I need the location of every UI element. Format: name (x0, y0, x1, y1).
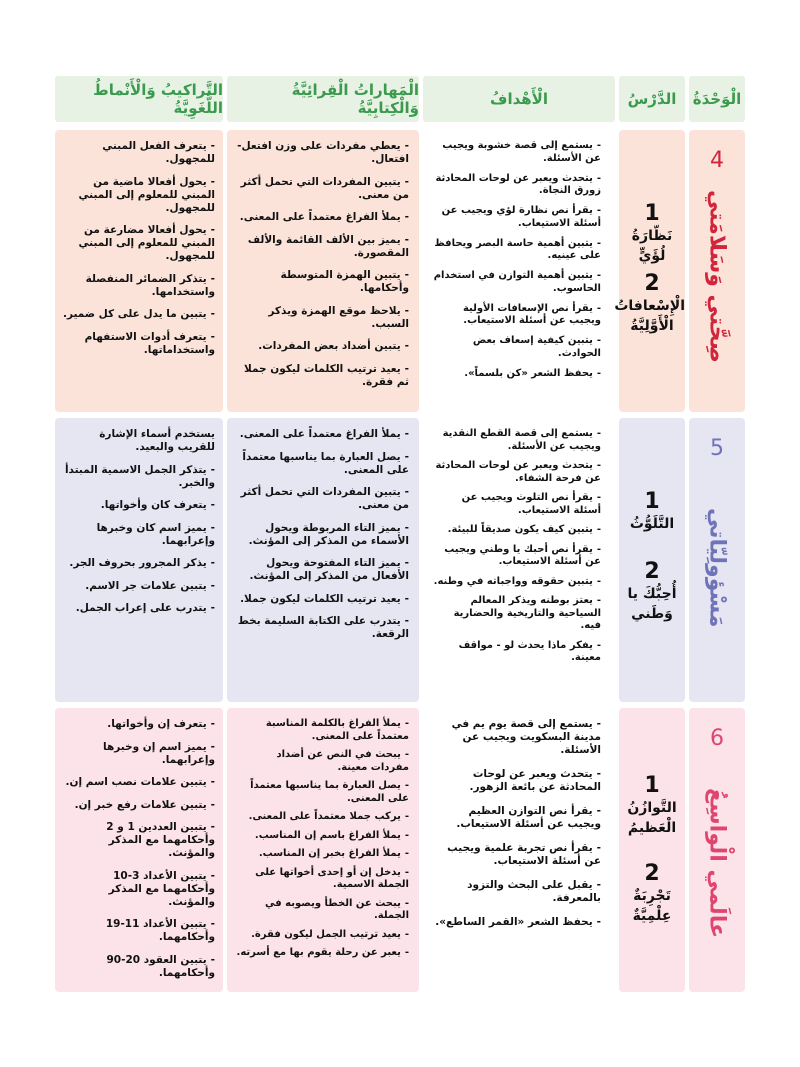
list-item: -يتبين العقود 20-90 وأحكامهما. (106, 953, 215, 979)
structures-cell (55, 708, 223, 992)
list-item: -يتبين الهمزة المتوسطة وأحكامها. (280, 269, 409, 294)
list-item: -يبحث في النص عن أضداد مفردات معينة. (276, 749, 409, 773)
header-goals: الْأَهْدافُ (423, 76, 615, 122)
list-item: -يفكر ماذا يحدث لو - مواقف معينة. (458, 639, 601, 663)
list-item: -يتعرف إن وأخواتها. (107, 718, 215, 730)
list-item: -يتبين أضداد بعض المفردات. (258, 340, 409, 352)
list-item: -يتدرب على إعراب الجمل. (75, 602, 215, 614)
list-item: -يتبين العددين 1 و 2 وأحكامهما مع المذكر والمؤنث. (106, 821, 215, 859)
lesson-number: 1 (644, 489, 660, 514)
skills-list (235, 140, 409, 398)
list-item: -يتبين أهمية حاسة البصر ويحافظ على عينيه. (434, 237, 601, 261)
structures-list (63, 140, 215, 366)
list-item: -يتحدث ويعبر عن لوحات المحادثة عن فرحة الشفاء. (435, 460, 601, 484)
structures-cell (55, 418, 223, 702)
list-item: يستخدم أسماء الإشارة للقريب والبعيد. (99, 428, 215, 453)
lesson-name: الْإِسْعافاتُ الْأَوَّلِيَّةُ (614, 298, 685, 334)
header-lesson: الدَّرْسُ (619, 76, 685, 122)
list-item: -يلاحظ موقع الهمزة ويذكر السبب. (268, 304, 409, 330)
list-item: -يملأ الفراغ باسم إن المناسب. (254, 829, 409, 841)
structures-list (63, 428, 215, 625)
unit-number: 6 (710, 726, 724, 751)
unit-number: 5 (710, 436, 724, 461)
lesson-1 (619, 774, 685, 838)
lesson-2 (619, 560, 685, 624)
list-item: -يملأ الفراغ بخبر إن المناسب. (258, 848, 409, 859)
lesson-name: التَّوازُنُ الْعَظيمُ (627, 800, 677, 836)
header-unit: الْوَحْدَةُ (689, 76, 745, 122)
list-item: -يقبل على البحث والتزود بالمعرفة. (467, 879, 601, 904)
list-item: -يركب جملا معتمداً على المعنى. (248, 811, 409, 822)
goals-cell (423, 708, 615, 992)
lesson-1 (619, 490, 685, 534)
unit-title: عالَمي الْواسِعُ (704, 788, 730, 939)
list-item: -يتعرف الفعل المبني للمجهول. (102, 140, 215, 165)
list-item: -يحول أفعالا مضارعة من المبني للمعلوم إلى المبني للمجهول. (78, 224, 215, 262)
list-item: -يتحدث ويعبر عن لوحات المحادثة زورق النجاة. (435, 172, 601, 196)
list-item: -يعبر عن رحلة يقوم بها مع أسرته. (236, 947, 409, 958)
list-item: -يتبين كيفية إسعاف بعض الحوادث. (472, 335, 601, 359)
unit-number: 4 (710, 148, 724, 173)
goals-list (433, 428, 601, 672)
skills-cell (227, 708, 419, 992)
lesson-cell (619, 708, 685, 992)
lesson-number: 2 (644, 271, 660, 296)
list-item: -يتحدث ويعبر عن لوحات المحادثة عن بائعة الزهور. (469, 768, 601, 793)
skills-list (235, 718, 409, 966)
goals-cell (423, 418, 615, 702)
list-item: -يتبين أهمية التوازن في استخدام الحاسوب. (433, 270, 601, 294)
list-item: -يعيد ترتيب الكلمات ليكون جملا. (240, 592, 409, 605)
list-item: -يبحث عن الخطأ ويصوبه في الجملة. (264, 897, 409, 921)
list-item: -يعطي مفردات على وزن افتعل- افتعال. (237, 140, 409, 165)
lesson-number: 2 (644, 861, 660, 886)
list-item: -يتبين كيف يكون صديقاً للبيئة. (447, 524, 601, 535)
lesson-number: 2 (644, 559, 660, 584)
goals-list (433, 718, 601, 940)
unit-cell (689, 130, 745, 412)
lesson-number: 1 (644, 773, 660, 798)
list-item: -يستمع إلى قصة القطع النقدية ويجيب عن الأسئلة. (442, 428, 601, 452)
list-item: -يميز اسم إن وخبرها وإعرابهما. (103, 740, 215, 766)
list-item: -يملأ الفراغ معتمداً على المعنى. (239, 211, 409, 223)
list-item: -يتبين المفردات التي تحمل أكثر من معنى. (240, 175, 409, 201)
unit-cell (689, 418, 745, 702)
list-item: -يستمع إلى قصة يوم يم في مدينة البسكويت ويجيب عن الأسئلة. (451, 718, 601, 756)
skills-cell (227, 418, 419, 702)
list-item: -يقرأ نص الإسعافات الأولية ويجيب عن أسئلة الاستيعاب. (462, 302, 601, 326)
list-item: -يتبين ما يدل على كل ضمير. (62, 308, 215, 320)
lesson-2 (614, 271, 685, 336)
list-item: -يقرأ نص التوازن العظيم ويجيب عن أسئلة الاستيعاب. (456, 805, 601, 830)
structures-list (63, 718, 215, 989)
list-item: -يملأ الفراغ معتمداً على المعنى. (239, 428, 409, 440)
list-item: -يدخل إن أو إحدى أخواتها على الجملة الاسمية. (255, 866, 409, 890)
list-item: -يصل العبارة بما يناسبها معتمداً على المعنى. (250, 780, 409, 804)
list-item: -يستمع إلى قصة خشوبة ويجيب عن الأسئلة. (442, 140, 601, 164)
list-item: -يقرأ نص التلوث ويجيب عن أسئلة الاستيعاب. (461, 492, 601, 516)
skills-list (235, 428, 409, 651)
list-item: -يقرأ نص نظارة لؤي ويجيب عن أسئلة الاستيعاب. (441, 205, 601, 229)
list-item: -يتذكر الضمائر المنفصلة واستخدامها. (85, 272, 215, 298)
unit-row-4 (55, 130, 745, 412)
lesson-1 (619, 202, 685, 266)
list-item: -يميز التاء المربوطة ويحول الأسماء من المذكر إلى المؤنث. (248, 521, 409, 547)
list-item: -يعتز بوطنه ويذكر المعالم السياحية والتاريخية والحضارية فيه. (453, 595, 601, 631)
unit-row-5 (55, 418, 745, 702)
list-item: -يتعرف أدوات الاستفهام واستخداماتها. (84, 330, 215, 356)
unit-cell (689, 708, 745, 992)
list-item: -يملأ الفراغ بالكلمة المناسبة معتمداً على المعنى. (265, 718, 409, 742)
lesson-2 (619, 862, 685, 926)
lesson-cell (619, 418, 685, 702)
unit-title: مَسْؤولِيّاتي (704, 508, 730, 628)
list-item: -يتبين المفردات التي تحمل أكثر من معنى. (240, 486, 409, 511)
structures-cell (55, 130, 223, 412)
list-item: -يتبين علامات رفع خبر إن. (74, 798, 215, 811)
goals-cell (423, 130, 615, 412)
lesson-name: نَظّارَةُ لُؤَيٍّ (631, 228, 673, 264)
lesson-name: التَّلَوُّثُ (629, 516, 675, 532)
list-item: -يصل العبارة بما يناسبها معتمداً على المعنى. (242, 450, 409, 476)
list-item: -يتبين الأعداد 3-10 وأحكامهما مع المذكر والمؤنث. (108, 869, 215, 908)
unit-title: صِحَّتي وَسَلامَتي (704, 190, 730, 363)
list-item: -يحفظ الشعر «كن بلسماً». (464, 367, 601, 379)
list-item: -يحفظ الشعر «القمر الساطع». (435, 916, 601, 928)
lesson-name: أُحِبُّكَ يا وَطَني (627, 586, 677, 622)
header-skills: الْمَهاراتُ الْقِرائِيَّةُ وَالْكِتابِيَّةُ (227, 76, 419, 122)
list-item: -يميز بين الألف القائمة والألف المقصورة. (247, 233, 409, 259)
list-item: -يتبين علامات جر الاسم. (85, 579, 215, 592)
lesson-name: تَجْرِبَةٌ عِلْمِيَّةٌ (632, 888, 672, 924)
list-item: -يذكر المجرور بحروف الجر. (69, 557, 215, 569)
list-item: -يميز اسم كان وخبرها وإعرابهما. (96, 521, 215, 547)
goals-list (433, 140, 601, 388)
skills-cell (227, 130, 419, 412)
list-item: -يميز التاء المفتوحة ويحول الأفعال من المذكر إلى المؤنث. (249, 557, 409, 582)
list-item: -يحول أفعالا ماضية من المبني للمعلوم إلى المبني للمجهول. (78, 175, 215, 214)
unit-row-6 (55, 708, 745, 992)
list-item: -يتبين الأعداد 11-19 وأحكامهما. (105, 918, 215, 943)
list-item: -يتبين حقوقه وواجباته في وطنه. (433, 575, 601, 587)
list-item: -يقرأ نص تجربة علمية ويجيب عن أسئلة الاستيعاب. (447, 842, 601, 867)
lesson-cell (614, 130, 685, 412)
list-item: -يعيد ترتيب الجمل ليكون فقرة. (251, 928, 409, 940)
header-structures: التَّراكيبُ وَالْأَنْماطُ اللُّغَوِيَّةُ (55, 76, 223, 122)
list-item: -يتدرب على الكتابة السليمة بخط الرقعة. (237, 615, 409, 640)
lesson-number: 1 (644, 201, 660, 226)
list-item: -يقرأ نص أحبك يا وطني ويجيب عن أسئلة الاستيعاب. (444, 543, 601, 567)
list-item: -يعيد ترتيب الكلمات ليكون جملا ثم فقرة. (244, 362, 409, 388)
list-item: -يتذكر الجمل الاسمية المبتدأ والخبر. (64, 463, 215, 489)
list-item: -يتعرف كان وأخواتها. (100, 499, 215, 511)
list-item: -يتبين علامات نصب اسم إن. (65, 776, 215, 788)
